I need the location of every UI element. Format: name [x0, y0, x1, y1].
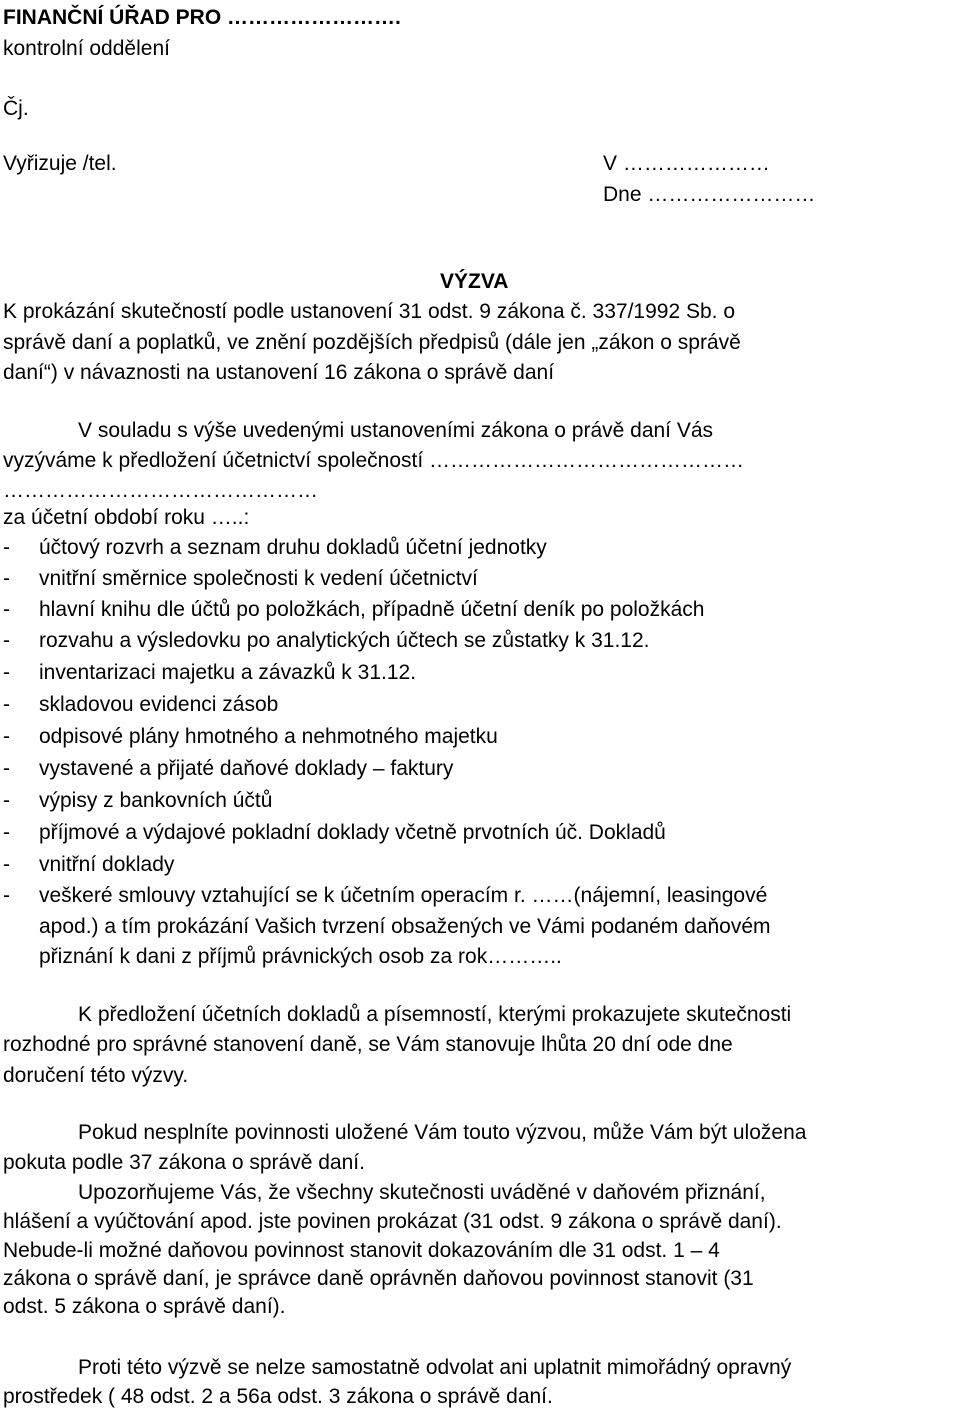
penalty-paragraph-line: pokuta podle 37 zákona o správě daní. [3, 1151, 365, 1174]
list-item-continuation: apod.) a tím prokázání Vašich tvrzení obsažených ve Vámi podaném daňovém [39, 915, 771, 938]
deadline-paragraph-line: rozhodné pro správné stanovení daně, se Vám stanovuje lhůta 20 dní ode dne [3, 1033, 733, 1056]
department: kontrolní oddělení [3, 37, 170, 60]
warning-paragraph-line: zákona o správě daní, je správce daně oprávněn daňovou povinnost stanovit (31 [3, 1267, 754, 1290]
intro-line: správě daní a poplatků, ve znění pozdějších předpisů (dále jen „zákon o správě [3, 331, 741, 354]
handled-by: Vyřizuje /tel. [3, 152, 117, 175]
list-item: - inventarizaci majetku a závazků k 31.12. [3, 661, 417, 684]
penalty-paragraph-line: Pokud nesplníte povinnosti uložené Vám touto výzvou, může Vám být uložena [78, 1121, 807, 1144]
list-item: - veškeré smlouvy vztahující se k účetním operacím r. ……(nájemní, leasingové [3, 884, 768, 907]
request-line: V souladu s výše uvedenými ustanoveními zákona o právě daní Vás [78, 419, 714, 442]
warning-paragraph-line: odst. 5 zákona o správě daní). [3, 1295, 286, 1318]
deadline-paragraph-line: doručení této výzvy. [3, 1064, 189, 1087]
deadline-paragraph-line: K předložení účetních dokladů a písemností, kterými prokazujete skutečnosti [78, 1003, 792, 1026]
appeal-paragraph-line: Proti této výzvě se nelze samostatně odvolat ani uplatnit mimořádný opravný [78, 1356, 792, 1379]
list-item: - výpisy z bankovních účtů [3, 789, 273, 812]
intro-line: K prokázání skutečností podle ustanovení 31 odst. 9 zákona č. 337/1992 Sb. o [3, 300, 735, 323]
list-item: - skladovou evidenci zásob [3, 693, 279, 716]
intro-line: daní“) v návaznosti na ustanovení 16 zákona o správě daní [3, 361, 555, 384]
list-item: - vnitřní směrnice společnosti k vedení účetnictví [3, 567, 478, 590]
date-field: Dne …………………… [603, 183, 816, 206]
appeal-paragraph-line: prostředek ( 48 odst. 2 a 56a odst. 3 zákona o správě daní. [3, 1385, 553, 1408]
list-item: - příjmové a výdajové pokladní doklady včetně prvotních úč. Dokladů [3, 821, 666, 844]
place-field: V ………………… [603, 152, 770, 175]
list-item: - vystavené a přijaté daňové doklady – faktury [3, 757, 454, 780]
request-line: za účetní období roku …..: [3, 506, 250, 529]
warning-paragraph-line: hlášení a vyúčtování apod. jste povinen prokázat (31 odst. 9 zákona o správě daní). [3, 1210, 782, 1233]
warning-paragraph-line: Upozorňujeme Vás, že všechny skutečnosti uváděné v daňovém přiznání, [78, 1181, 766, 1204]
list-item: - odpisové plány hmotného a nehmotného majetku [3, 725, 498, 748]
list-item: - rozvahu a výsledovku po analytických účtech se zůstatky k 31.12. [3, 629, 650, 652]
list-item: - vnitřní doklady [3, 853, 175, 876]
list-item: - účtový rozvrh a seznam druhu dokladů účetní jednotky [3, 536, 547, 559]
request-line: vyzýváme k předložení účetnictví společností ……………………………………… [3, 449, 745, 472]
warning-paragraph-line: Nebude-li možné daňovou povinnost stanovit dokazováním dle 31 odst. 1 – 4 [3, 1239, 720, 1262]
request-line: ……………………………………… [3, 479, 318, 502]
document-title: VÝZVA [440, 270, 509, 293]
office-name: FINANČNÍ ÚŘAD PRO ……………………. [3, 6, 401, 29]
reference-number: Čj. [3, 97, 29, 120]
list-item-continuation: přiznání k dani z příjmů právnických osob za rok……….. [39, 945, 562, 968]
list-item: - hlavní knihu dle účtů po položkách, případně účetní deník po položkách [3, 598, 705, 621]
